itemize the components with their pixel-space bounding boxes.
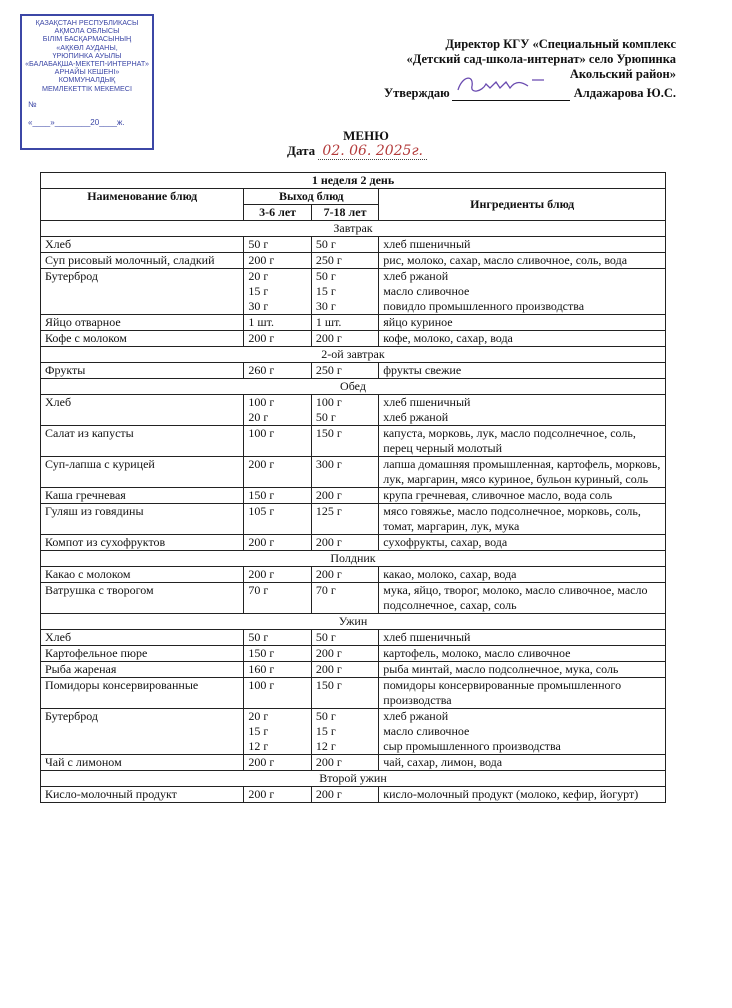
ingredient-line: кисло-молочный продукт (молоко, кефир, йогурт)	[383, 787, 639, 801]
table-row	[41, 504, 666, 535]
portion-7-18: 250 г	[315, 363, 342, 377]
section-row	[41, 347, 666, 363]
portion-7-18: 15 г	[315, 284, 336, 298]
section-row	[41, 771, 666, 787]
portion-3-6: 20 г	[248, 410, 269, 424]
portion-7-18-cell	[311, 567, 378, 583]
portion-3-6-cell	[244, 457, 311, 488]
portion-3-6-cell	[244, 535, 311, 551]
portion-3-6: 200 г	[248, 567, 275, 581]
dish-name: Чай с лимоном	[41, 755, 244, 771]
portion-7-18: 50 г	[315, 237, 336, 251]
portion-7-18-cell	[311, 504, 378, 535]
dish-name: Картофельное пюре	[41, 646, 244, 662]
ingredient-line: какао, молоко, сахар, вода	[383, 567, 517, 581]
portion-3-6-cell	[244, 630, 311, 646]
portion-3-6-cell	[244, 567, 311, 583]
portion-3-6: 50 г	[248, 237, 269, 251]
portion-7-18: 50 г	[315, 269, 336, 283]
ingredients-cell	[379, 237, 666, 253]
portion-3-6-cell	[244, 363, 311, 379]
portion-3-6-cell	[244, 662, 311, 678]
portion-7-18: 15 г	[315, 724, 336, 738]
ingredients-cell	[379, 269, 666, 315]
stamp-date: «____»________20____ж.	[28, 118, 125, 128]
approval-block	[384, 37, 676, 101]
portion-7-18: 1 шт.	[315, 315, 342, 329]
ingredients-cell	[379, 488, 666, 504]
signature	[452, 82, 570, 101]
table-row	[41, 237, 666, 253]
portion-3-6-cell	[244, 646, 311, 662]
ingredient-line: масло сливочное	[383, 284, 470, 298]
portion-7-18-cell	[311, 269, 378, 315]
menu-body	[41, 221, 666, 803]
ingredient-line: хлеб пшеничный	[383, 237, 471, 251]
dish-name: Хлеб	[41, 237, 244, 253]
portion-3-6: 200 г	[248, 331, 275, 345]
portion-7-18: 150 г	[315, 426, 342, 440]
ingredient-line: мясо говяжье, масло подсолнечное, морковь, соль, томат, маргарин, лук, мука	[383, 504, 641, 533]
dish-name: Ватрушка с творогом	[41, 583, 244, 614]
table-row	[41, 787, 666, 803]
approve-label: Утверждаю	[383, 86, 450, 100]
portion-3-6: 200 г	[248, 787, 275, 801]
ingredients-cell	[379, 630, 666, 646]
section-row	[41, 614, 666, 630]
ingredients-cell	[379, 315, 666, 331]
table-row	[41, 662, 666, 678]
ingredients-cell	[379, 363, 666, 379]
section-row	[41, 551, 666, 567]
ingredient-line: крупа гречневая, сливочное масло, вода соль	[383, 488, 613, 502]
portion-7-18: 125 г	[315, 504, 342, 518]
portion-7-18-cell	[311, 315, 378, 331]
ingredient-line: мука, яйцо, творог, молоко, масло сливочное, масло подсолнечное, сахар, соль	[383, 583, 648, 612]
portion-7-18-cell	[311, 709, 378, 755]
ingredients-cell	[379, 253, 666, 269]
portion-3-6: 1 шт.	[248, 315, 274, 329]
portion-3-6-cell	[244, 331, 311, 347]
ingredient-line: чай, сахар, лимон, вода	[383, 755, 503, 769]
ingredients-cell	[379, 395, 666, 426]
ingredient-line: фрукты свежие	[383, 363, 462, 377]
ingredient-line: капуста, морковь, лук, масло подсолнечное, соль, перец черный молотый	[383, 426, 636, 455]
table-row	[41, 363, 666, 379]
dish-name: Кофе с молоком	[41, 331, 244, 347]
portion-3-6-cell	[244, 583, 311, 614]
portion-7-18-cell	[311, 457, 378, 488]
ingredients-cell	[379, 426, 666, 457]
stamp-line: МЕМЛЕКЕТТІК МЕКЕМЕСІ	[42, 83, 132, 93]
week-day-header: 1 неделя 2 день	[41, 173, 666, 189]
portion-3-6: 200 г	[248, 457, 275, 471]
dish-name: Суп рисовый молочный, сладкий	[41, 253, 244, 269]
dish-name: Бутерброд	[41, 269, 244, 315]
portion-3-6: 200 г	[248, 755, 275, 769]
ingredient-line: хлеб пшеничный	[383, 630, 471, 644]
portion-3-6: 160 г	[248, 662, 275, 676]
portion-3-6: 50 г	[248, 630, 269, 644]
ingredients-cell	[379, 331, 666, 347]
portion-7-18-cell	[311, 662, 378, 678]
table-row	[41, 583, 666, 614]
ingredients-cell	[379, 535, 666, 551]
portion-7-18-cell	[311, 426, 378, 457]
ingredients-cell	[379, 457, 666, 488]
table-row	[41, 646, 666, 662]
portion-3-6-cell	[244, 426, 311, 457]
table-row	[41, 567, 666, 583]
portion-3-6: 150 г	[248, 488, 275, 502]
portion-7-18-cell	[311, 535, 378, 551]
ingredients-cell	[379, 755, 666, 771]
portion-7-18: 200 г	[315, 755, 342, 769]
dish-name: Суп-лапша с курицей	[41, 457, 244, 488]
date-line	[287, 143, 427, 159]
signature-row	[384, 82, 676, 101]
date-value: 02. 06. 2025г.	[318, 143, 427, 160]
portion-3-6: 100 г	[248, 426, 275, 440]
dish-name: Какао с молоком	[41, 567, 244, 583]
portion-7-18-cell	[311, 237, 378, 253]
portion-7-18-cell	[311, 646, 378, 662]
portion-7-18-cell	[311, 678, 378, 709]
portion-7-18: 100 г	[315, 395, 342, 409]
ingredient-line: яйцо куриное	[383, 315, 453, 329]
dish-name: Каша гречневая	[41, 488, 244, 504]
table-row	[41, 315, 666, 331]
portion-7-18: 70 г	[315, 583, 336, 597]
dish-name: Гуляш из говядины	[41, 504, 244, 535]
approval-line-1: Директор КГУ «Специальный комплекс	[445, 37, 676, 51]
ingredient-line: помидоры консервированные промышленного производства	[383, 678, 622, 707]
portion-3-6: 200 г	[248, 253, 275, 267]
ingredient-line: масло сливочное	[383, 724, 470, 738]
portion-3-6: 15 г	[248, 284, 269, 298]
ingredient-line: лапша домашняя промышленная, картофель, морковь, лук, маргарин, мясо куриное, бульон куриный, соль	[383, 457, 661, 486]
ingredients-cell	[379, 709, 666, 755]
approver-name: Алдажарова Ю.С.	[573, 86, 676, 100]
portion-3-6: 200 г	[248, 535, 275, 549]
table-row	[41, 426, 666, 457]
ingredient-line: хлеб пшеничный	[383, 395, 471, 409]
stamp-line: АҚМОЛА ОБЛЫСЫ	[54, 26, 120, 36]
portion-3-6: 12 г	[248, 739, 269, 753]
stamp-line: АРНАЙЫ КЕШЕНІ»	[54, 67, 120, 77]
portion-3-6-cell	[244, 504, 311, 535]
table-row	[41, 488, 666, 504]
col-ingredients-header: Ингредиенты блюд	[379, 189, 666, 221]
portion-3-6-cell	[244, 678, 311, 709]
ingredient-line: рыба минтай, масло подсолнечное, мука, соль	[383, 662, 619, 676]
portion-7-18-cell	[311, 331, 378, 347]
portion-3-6-cell	[244, 253, 311, 269]
table-row	[41, 630, 666, 646]
dish-name: Фрукты	[41, 363, 244, 379]
portion-7-18: 150 г	[315, 678, 342, 692]
ingredient-line: сыр промышленного производства	[383, 739, 561, 753]
col-age1-header: 3-6 лет	[244, 205, 311, 221]
table-row	[41, 678, 666, 709]
portion-7-18: 200 г	[315, 646, 342, 660]
ingredients-cell	[379, 504, 666, 535]
dish-name: Яйцо отварное	[41, 315, 244, 331]
ingredient-line: повидло промышленного производства	[383, 299, 585, 313]
ingredients-cell	[379, 567, 666, 583]
stamp-line: «БАЛАБАҚША-МЕКТЕП-ИНТЕРНАТ»	[25, 59, 149, 69]
date-label: Дата	[287, 143, 316, 158]
portion-3-6: 30 г	[248, 299, 269, 313]
approval-line-2: «Детский сад-школа-интернат» село Урюпинка	[406, 52, 676, 66]
portion-7-18-cell	[311, 363, 378, 379]
portion-7-18-cell	[311, 253, 378, 269]
portion-7-18: 200 г	[315, 567, 342, 581]
portion-3-6: 70 г	[248, 583, 269, 597]
col-age2-header: 7-18 лет	[311, 205, 378, 221]
portion-7-18: 200 г	[315, 535, 342, 549]
portion-7-18: 250 г	[315, 253, 342, 267]
portion-7-18-cell	[311, 787, 378, 803]
signature-scribble-icon	[452, 72, 562, 98]
table-row	[41, 535, 666, 551]
portion-3-6-cell	[244, 315, 311, 331]
portion-3-6: 150 г	[248, 646, 275, 660]
section-title: Завтрак	[41, 221, 666, 237]
portion-3-6: 100 г	[248, 395, 275, 409]
portion-7-18: 200 г	[315, 488, 342, 502]
portion-7-18: 300 г	[315, 457, 342, 471]
stamp-line: БІЛІМ БАСҚАРМАСЫНЫҢ	[42, 34, 132, 44]
portion-7-18: 200 г	[315, 662, 342, 676]
portion-3-6-cell	[244, 709, 311, 755]
portion-3-6: 20 г	[248, 269, 269, 283]
ingredient-line: сухофрукты, сахар, вода	[383, 535, 508, 549]
portion-7-18-cell	[311, 488, 378, 504]
portion-3-6-cell	[244, 488, 311, 504]
ingredient-line: хлеб ржаной	[383, 269, 449, 283]
portion-7-18: 50 г	[315, 410, 336, 424]
portion-3-6-cell	[244, 395, 311, 426]
table-row	[41, 457, 666, 488]
portion-7-18-cell	[311, 583, 378, 614]
portion-7-18: 200 г	[315, 787, 342, 801]
portion-7-18: 12 г	[315, 739, 336, 753]
ingredients-cell	[379, 787, 666, 803]
dish-name: Помидоры консервированные	[41, 678, 244, 709]
portion-3-6: 20 г	[248, 709, 269, 723]
section-title: Полдник	[41, 551, 666, 567]
ingredient-line: рис, молоко, сахар, масло сливочное, соль, вода	[383, 253, 628, 267]
dish-name: Салат из капусты	[41, 426, 244, 457]
dish-name: Хлеб	[41, 395, 244, 426]
table-row	[41, 253, 666, 269]
portion-3-6-cell	[244, 787, 311, 803]
approval-line-3: Акольский район»	[569, 67, 676, 81]
portion-7-18: 200 г	[315, 331, 342, 345]
ingredient-line: картофель, молоко, масло сливочное	[383, 646, 571, 660]
stamp-line: ҮРЮПИНКА АУЫЛЫ	[52, 50, 122, 60]
portion-3-6: 105 г	[248, 504, 275, 518]
table-header-row	[41, 173, 666, 189]
table-row	[41, 709, 666, 755]
table-row	[41, 331, 666, 347]
ingredient-line: кофе, молоко, сахар, вода	[383, 331, 513, 345]
portion-3-6-cell	[244, 269, 311, 315]
table-row	[41, 395, 666, 426]
portion-3-6: 100 г	[248, 678, 275, 692]
table-row	[41, 269, 666, 315]
stamp-line: КОММУНАЛДЫҚ	[58, 75, 116, 85]
dish-name: Бутерброд	[41, 709, 244, 755]
portion-3-6: 260 г	[248, 363, 275, 377]
section-title: Второй ужин	[41, 771, 666, 787]
stamp-number: №	[28, 99, 37, 109]
ingredients-cell	[379, 678, 666, 709]
document-title: МЕНЮ	[343, 128, 389, 143]
table-row	[41, 755, 666, 771]
ingredients-cell	[379, 646, 666, 662]
ingredient-line: хлеб ржаной	[383, 410, 449, 424]
dish-name: Компот из сухофруктов	[41, 535, 244, 551]
dish-name: Хлеб	[41, 630, 244, 646]
section-row	[41, 379, 666, 395]
portion-3-6-cell	[244, 237, 311, 253]
section-row	[41, 221, 666, 237]
ingredient-line: хлеб ржаной	[383, 709, 449, 723]
menu-table	[40, 172, 666, 803]
portion-7-18: 50 г	[315, 630, 336, 644]
portion-3-6-cell	[244, 755, 311, 771]
col-output-header: Выход блюд	[244, 189, 379, 205]
ingredients-cell	[379, 583, 666, 614]
col-name-header: Наименование блюд	[41, 189, 244, 221]
portion-7-18: 50 г	[315, 709, 336, 723]
portion-7-18: 30 г	[315, 299, 336, 313]
portion-7-18-cell	[311, 755, 378, 771]
table-header-row	[41, 189, 666, 205]
section-title: 2-ой завтрак	[41, 347, 666, 363]
stamp-line: ҚАЗАҚСТАН РЕСПУБЛИКАСЫ	[35, 18, 139, 27]
portion-3-6: 15 г	[248, 724, 269, 738]
portion-7-18-cell	[311, 395, 378, 426]
portion-7-18-cell	[311, 630, 378, 646]
section-title: Ужин	[41, 614, 666, 630]
ingredients-cell	[379, 662, 666, 678]
section-title: Обед	[41, 379, 666, 395]
dish-name: Рыба жареная	[41, 662, 244, 678]
stamp-line: «АҚКӨЛ АУДАНЫ,	[56, 42, 118, 52]
dish-name: Кисло-молочный продукт	[41, 787, 244, 803]
